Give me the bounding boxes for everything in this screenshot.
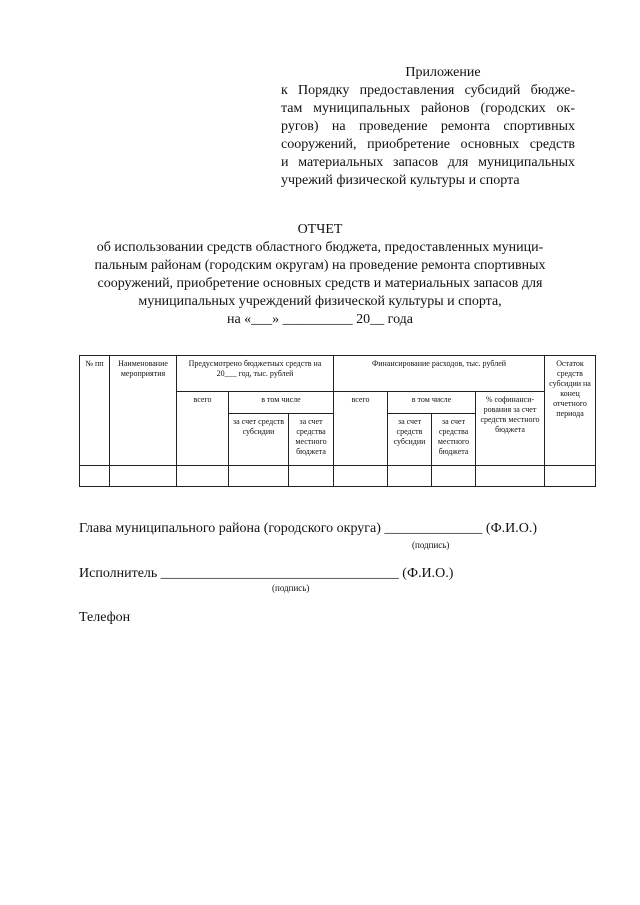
subheader-local-budget: за счет средства местного бюджета [432, 414, 476, 466]
table-cell [110, 466, 177, 487]
table-cell [388, 466, 432, 487]
subheader-local-budget: за счет средства местного бюджета [289, 414, 334, 466]
phone-label: Телефон [79, 610, 131, 625]
appendix-block [281, 64, 575, 190]
executor-signature-line: Исполнитель __________________________________ (Ф.И.О.) [79, 566, 454, 581]
appendix-line: ругов) на проведение ремонта спортивных [281, 119, 575, 134]
table-cell [229, 466, 289, 487]
report-heading [60, 221, 580, 329]
col-header-financing: Финансирование расходов, тыс. рублей [334, 356, 545, 392]
report-line: муниципальных учреждений физической культуры и спорта, [138, 294, 502, 309]
col-header-number: № пп [80, 356, 110, 466]
subheader-subsidy: за счет средств субсидии [388, 414, 432, 466]
appendix-line: там муниципальных районов (городских ок- [281, 101, 575, 116]
subheader-cofinancing: % софинанси-рования за счет средств местного бюджета [476, 392, 545, 466]
report-line: пальным районам (городским округам) на проведение ремонта спортивных [94, 258, 546, 273]
col-header-planned: Предусмотрено бюджетных средств на 20___ год, тыс. рублей [177, 356, 334, 392]
head-signature-line: Глава муниципального района (городского округа) ______________ (Ф.И.О.) [79, 521, 538, 536]
table-row [80, 466, 596, 487]
table-cell [545, 466, 596, 487]
subheader-subsidy: за счет средств субсидии [229, 414, 289, 466]
report-line: на «___» __________ 20__ года [226, 312, 414, 327]
col-header-name: Наименование мероприятия [110, 356, 177, 466]
table-cell [289, 466, 334, 487]
subheader-including: в том числе [388, 392, 476, 414]
table-cell [177, 466, 229, 487]
table-cell [80, 466, 110, 487]
report-line: об использовании средств областного бюджета, предоставленных муници- [96, 240, 544, 255]
table-cell [432, 466, 476, 487]
report-line: сооружений, приобретение основных средств и материальных запасов для [97, 276, 543, 291]
report-table [79, 355, 596, 487]
col-header-balance: Остаток средств субсидии на конец отчетного периода [545, 356, 596, 466]
appendix-line: и материальных запасов для муниципальных [281, 155, 575, 170]
appendix-line: к Порядку предоставления субсидий бюдже- [281, 83, 575, 98]
subheader-total: всего [334, 392, 388, 466]
appendix-line: сооружений, приобретение основных средств [281, 137, 575, 152]
appendix-title: Приложение [405, 65, 481, 80]
subheader-including: в том числе [229, 392, 334, 414]
appendix-line: учрежий физической культуры и спорта [281, 173, 520, 188]
head-signature-caption: (подпись) [412, 540, 450, 550]
table-cell [334, 466, 388, 487]
report-title: ОТЧЕТ [297, 222, 343, 237]
subheader-total: всего [177, 392, 229, 466]
executor-signature-caption: (подпись) [272, 583, 310, 593]
table-cell [476, 466, 545, 487]
